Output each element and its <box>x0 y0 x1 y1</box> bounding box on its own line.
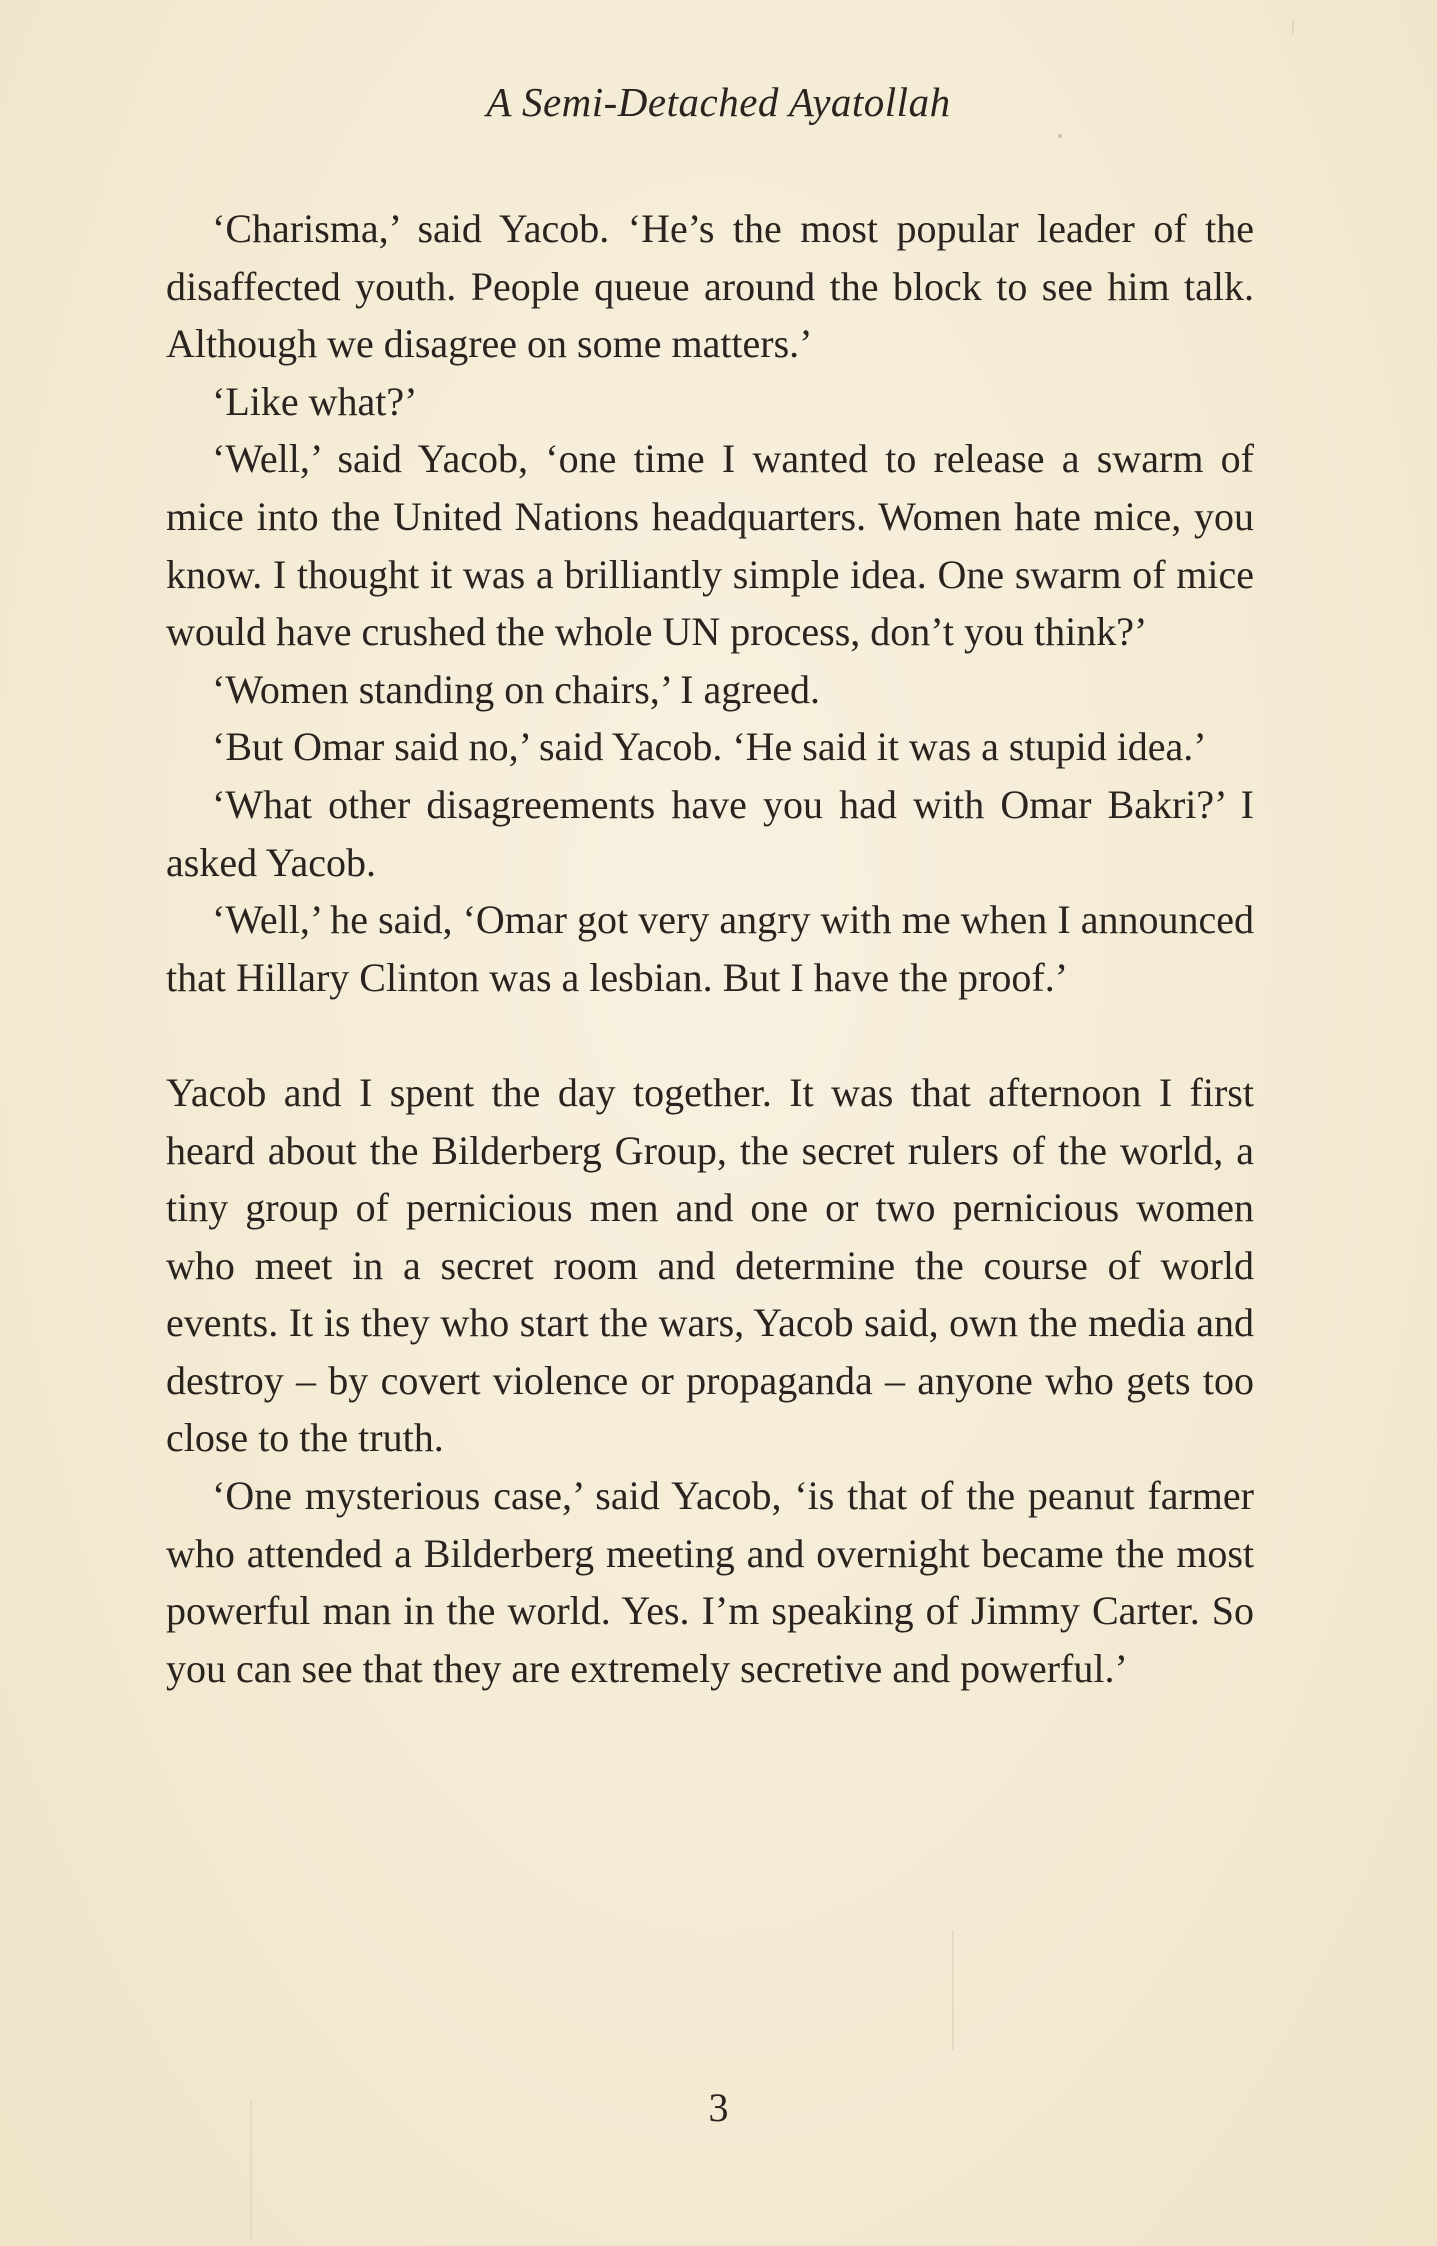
page-mark <box>1058 134 1062 138</box>
paragraph: ‘One mysterious case,’ said Yacob, ‘is that of the peanut farmer who attended a Bilderberg meeting and overnight became the most powerful man in the world. Yes. I’m speaking of Jimmy Carter. So you can see that they are extremely secretive and powerful.’ <box>166 1473 1254 1691</box>
paragraph: ‘Charisma,’ said Yacob. ‘He’s the most popular leader of the disaffected youth. People queue around the block to see him talk. Although we disagree on some matters.’ <box>166 206 1254 367</box>
page-mark <box>1292 20 1294 34</box>
section-break <box>166 1006 1254 1064</box>
paragraph: ‘What other disagreements have you had with Omar Bakri?’ I asked Yacob. <box>166 781 1254 885</box>
body-text <box>166 200 1254 1697</box>
page-mark <box>952 1930 954 2050</box>
paragraph: Yacob and I spent the day together. It was that afternoon I first heard about the Bilderberg Group, the secret rulers of the world, a tiny group of pernicious men and one or two pernicious women who meet in a secret room and determine the course of world events. It is they who start the wars, Yacob said, own the media and destroy – by covert violence or propaganda – anyone who gets too close to the truth. <box>166 1069 1254 1461</box>
running-head: A Semi-Detached Ayatollah <box>486 79 951 125</box>
paragraph: ‘Well,’ he said, ‘Omar got very angry with me when I announced that Hillary Clinton was a lesbian. But I have the proof.’ <box>166 897 1254 1000</box>
paragraph: ‘But Omar said no,’ said Yacob. ‘He said it was a stupid idea.’ <box>212 724 1207 770</box>
paragraph: ‘Women standing on chairs,’ I agreed. <box>212 666 821 712</box>
paragraph: ‘Like what?’ <box>212 378 418 424</box>
paragraph: ‘Well,’ said Yacob, ‘one time I wanted to release a swarm of mice into the United Nations headquarters. Women hate mice, you know. I thought it was a brilliantly simple idea. One swarm of mice would have crushed the whole UN process, don’t you think?’ <box>166 436 1254 655</box>
page-number: 3 <box>708 2085 729 2130</box>
